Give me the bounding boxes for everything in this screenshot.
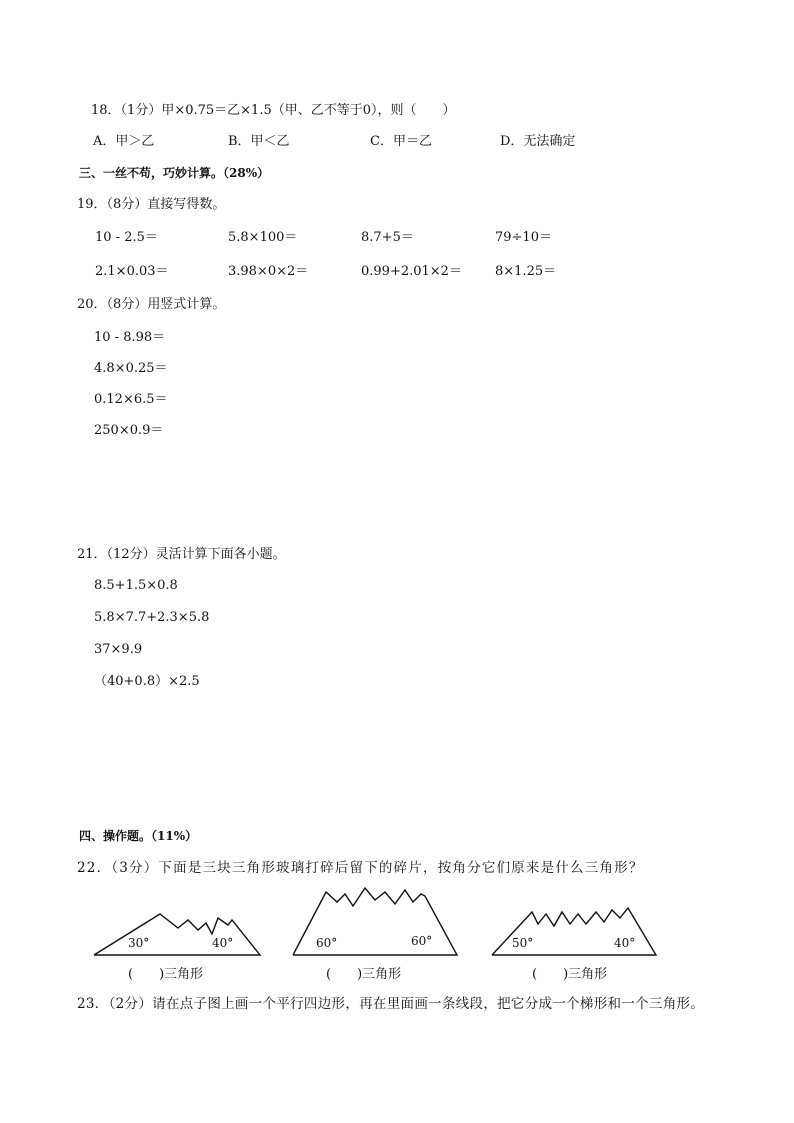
- q19-item: 10 - 2.5＝: [95, 230, 158, 245]
- q19-item: 0.99+2.01×2＝: [361, 264, 462, 279]
- section-4-title: 四、操作题。（11%）: [79, 829, 198, 843]
- q19-item: 8.7+5＝: [361, 230, 414, 245]
- q19-item: 8×1.25＝: [495, 264, 557, 279]
- q19-stem: 19．（8分）直接写得数。: [77, 197, 226, 212]
- fragment-2-caption: ( )三角形: [326, 967, 402, 982]
- q21-item: 5.8×7.7+2.3×5.8: [94, 610, 210, 625]
- section-3-title: 三、一丝不苟，巧妙计算。（28%）: [79, 166, 270, 180]
- fragment-1-left-angle: 30°: [128, 936, 150, 950]
- q20-item: 10 - 8.98＝: [94, 330, 166, 345]
- fragment-1-caption: ( )三角形: [128, 967, 204, 982]
- q20-stem: 20．（8分）用竖式计算。: [77, 297, 226, 312]
- fragment-1-right-angle: 40°: [212, 936, 234, 950]
- fragment-3-right-angle: 40°: [614, 936, 636, 950]
- q18-option-c[interactable]: C．甲＝乙: [370, 134, 432, 149]
- q22-stem: 22．（3分）下面是三块三角形玻璃打碎后留下的碎片，按角分它们原来是什么三角形？: [77, 860, 644, 876]
- q20-item: 250×0.9＝: [94, 423, 164, 438]
- q21-item: 8.5+1.5×0.8: [94, 578, 178, 593]
- fragment-2-right-angle: 60°: [411, 934, 433, 948]
- q21-stem: 21．（12分）灵活计算下面各小题。: [77, 547, 286, 562]
- q18-option-d[interactable]: D．无法确定: [500, 134, 576, 149]
- q19-item: 5.8×100＝: [228, 230, 298, 245]
- fragment-2-left-angle: 60°: [316, 936, 338, 950]
- q19-item: 2.1×0.03＝: [95, 264, 169, 279]
- fragment-3-left-angle: 50°: [512, 936, 534, 950]
- q21-item: 37×9.9: [94, 642, 143, 657]
- q19-item: 79÷10＝: [495, 230, 552, 245]
- q20-item: 0.12×6.5＝: [94, 392, 168, 407]
- fragment-3-caption: ( )三角形: [532, 967, 608, 982]
- q20-item: 4.8×0.25＝: [94, 361, 168, 376]
- q21-item: （40+0.8）×2.5: [94, 674, 200, 689]
- glass-fragment-1: [92, 908, 262, 958]
- q18-stem: 18．（1分）甲×0.75＝乙×1.5（甲、乙不等于0），则（ ）: [91, 103, 456, 118]
- q18-option-a[interactable]: A．甲＞乙: [93, 134, 155, 149]
- q23-stem: 23．（2分）请在点子图上画一个平行四边形，再在里面画一条线段，把它分成一个梯形和一个三角形。: [77, 996, 705, 1012]
- q18-option-b[interactable]: B．甲＜乙: [228, 134, 290, 149]
- q19-item: 3.98×0×2＝: [228, 264, 309, 279]
